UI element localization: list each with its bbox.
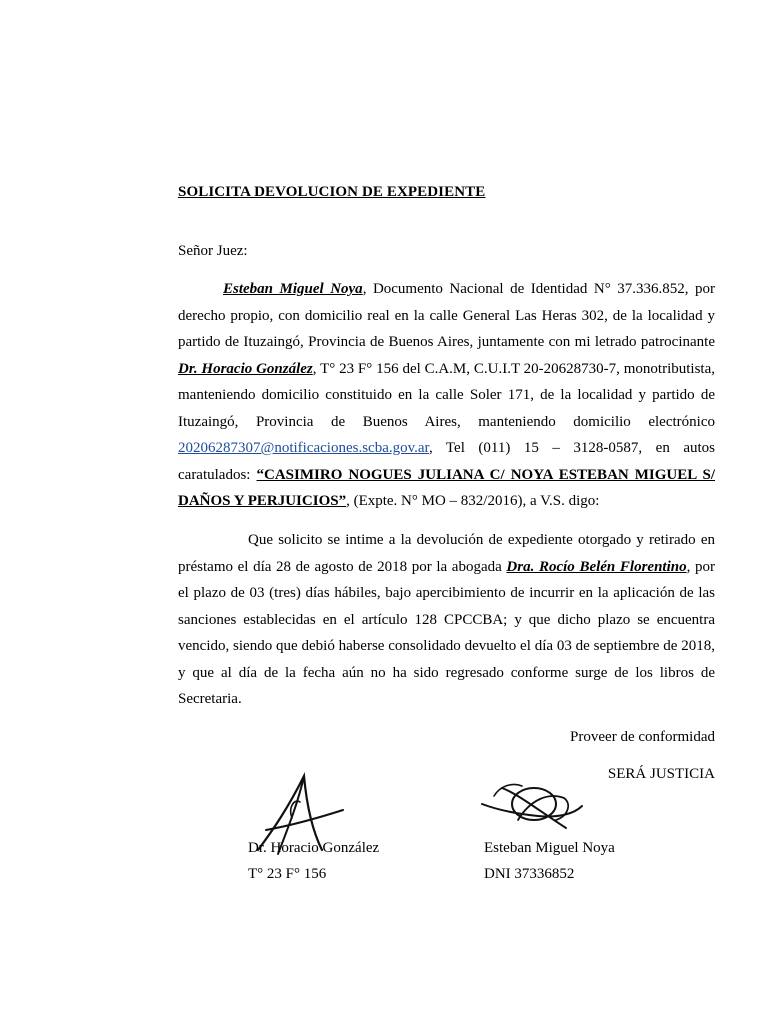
paragraph-text: , por el plazo de 03 (tres) días hábiles, bajo apercibimiento de incurrir en la aplicación de las sanciones establecidas en el artículo 128 CPCCBA; y que dicho plazo se encuentra vencido, siendo que debió haberse consolidado devuelto el día 03 de septiembre de 2018, y que al día de la fecha aún no ha sido regresado conforme surge de los libros de Secretaria. xyxy=(178,558,715,707)
lawyer-name: Dr. Horacio González xyxy=(178,360,313,377)
signature-right-detail: DNI 37336852 xyxy=(484,866,575,882)
paragraph-text: , Documento Nacional de Identidad N° 37.336.852, por derecho propio, con domicilio real en la calle General Las Heras 302, de la localidad y partido de Ituzaingó, Provincia de Buenos Aires, juntamente con mi letrado patrocinante xyxy=(178,281,715,350)
petitioner-name: Esteban Miguel Noya xyxy=(223,281,363,297)
paragraph-text: , T° 23 F° 156 del C.A.M, C.U.I.T 20-20628730-7, monotributista, manteniendo domicilio constituido en la calle Soler 171, de la localidad y partido de Ituzaingó, Provincia de Buenos Aires, manteniendo domicilio electrónico xyxy=(178,360,715,430)
paragraph-text: , Tel (011) 15 – 3128-0587, en autos caratulados: xyxy=(178,440,715,483)
signature-left-name: Dr. Horacio González xyxy=(248,840,380,856)
case-title: “CASIMIRO NOGUES JULIANA C/ NOYA ESTEBAN MIGUEL S/ DAÑOS Y PERJUICIOS” xyxy=(178,466,715,509)
greeting: Señor Juez: xyxy=(178,243,248,259)
closing-request: Proveer de conformidad xyxy=(570,729,715,745)
signature-right-image xyxy=(478,770,588,842)
closing-justice: SERÁ JUSTICIA xyxy=(607,766,715,782)
paragraph-text: Que solicito se intime a la devolución de expediente otorgado y retirado en préstamo el día 28 de agosto de 2018 por la abogada xyxy=(178,532,715,575)
paragraph-request xyxy=(178,527,715,713)
email-link[interactable]: 20206287307@notificaciones.scba.gov.ar xyxy=(178,440,429,456)
paragraph-text: , (Expte. N° MO – 832/2016), a V.S. digo: xyxy=(346,493,600,509)
attorney-name: Dra. Rocío Belén Florentino xyxy=(506,558,687,575)
signature-right-name: Esteban Miguel Noya xyxy=(484,840,615,856)
signature-left-detail: T° 23 F° 156 xyxy=(248,866,327,882)
paragraph-identification xyxy=(178,276,715,515)
document-title: SOLICITA DEVOLUCION DE EXPEDIENTE xyxy=(178,184,486,200)
